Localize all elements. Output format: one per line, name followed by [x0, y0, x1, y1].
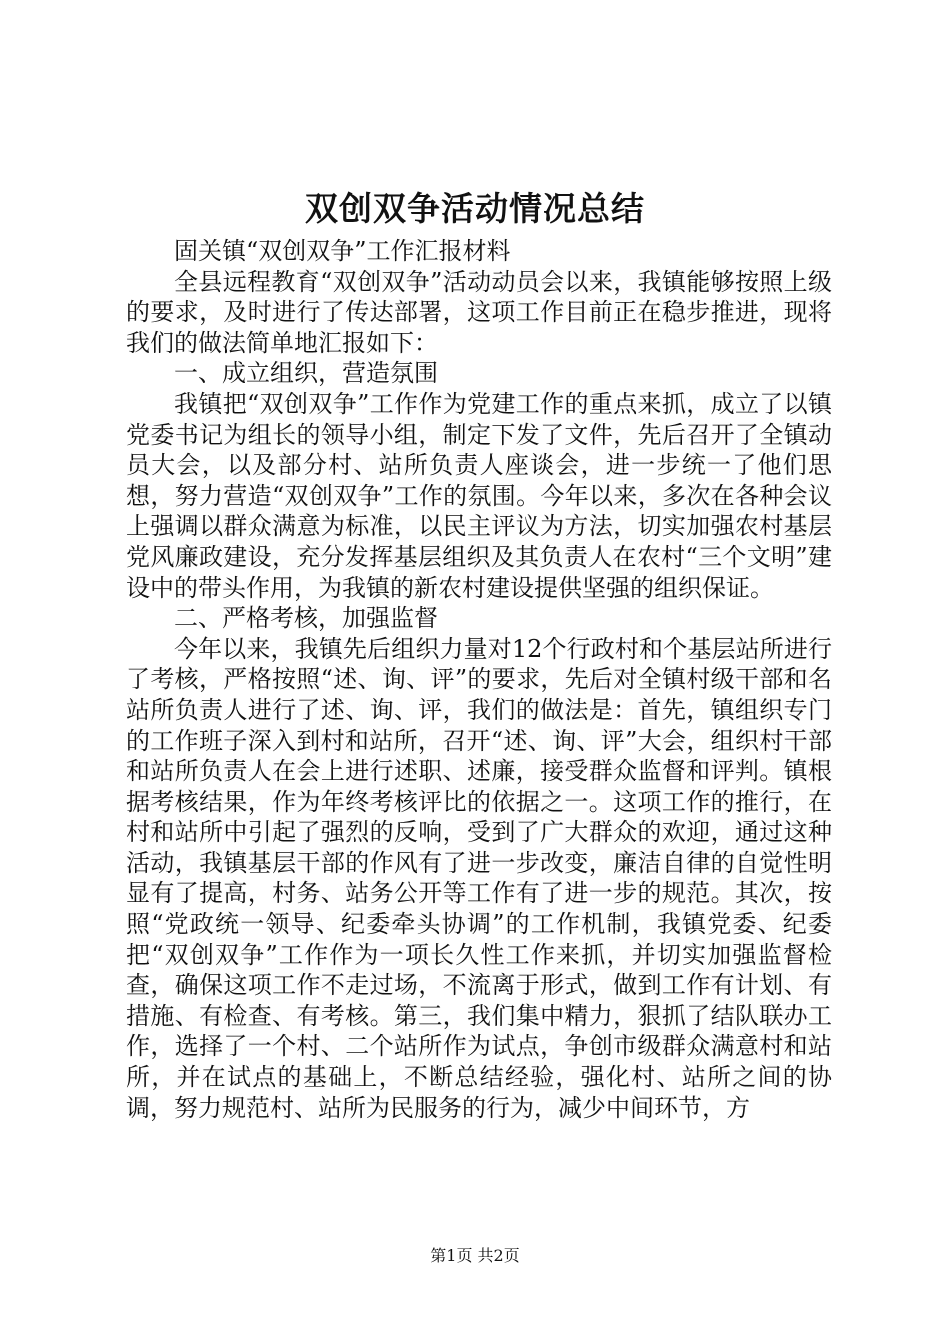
section-2-paragraph: 今年以来，我镇先后组织力量对12个行政村和个基层站所进行了考核，严格按照“述、询、评”的要求，先后对全镇村级干部和名站所负责人进行了述、询、评，我们的做法是：首先，镇组织专门的工作班子深入到村和站所，召开“述、询、评”大会，组织村干部和站所负责人在会上进行述职、述廉，接受群众监督和评判。镇根据考核结果，作为年终考核评比的依据之一。这项工作的推行，在村和站所中引起了强烈的反响，受到了广大群众的欢迎，通过这种活动，我镇基层干部的作风有了进一步改变，廉洁自律的自觉性明显有了提高，村务、站务公开等工作有了进一步的规范。其次，按照“党政统一领导、纪委牵头协调”的工作机制，我镇党委、纪委把“双创双争”工作作为一项长久性工作来抓，并切实加强监督检查，确保这项工作不走过场，不流离于形式，做到工作有计划、有措施、有检查、有考核。第三，我们集中精力，狠抓了结队联办工作，选择了一个村、二个站所作为试点，争创市级群众满意村和站所，并在试点的基础上，不断总结经验，强化村、站所之间的协调，努力规范村、站所为民服务的行为，减少中间环节，方	[126, 634, 832, 1122]
document-title: 双创双争活动情况总结	[305, 189, 645, 228]
page-number-footer: 第1页 共2页	[430, 1246, 520, 1265]
subtitle-paragraph: 固关镇“双创双争”工作汇报材料	[174, 237, 511, 265]
document-body	[126, 236, 832, 1123]
section-1-paragraph: 我镇把“双创双争”工作作为党建工作的重点来抓，成立了以镇党委书记为组长的领导小组，制定下发了文件，先后召开了全镇动员大会，以及部分村、站所负责人座谈会，进一步统一了他们思想，努力营造“双创双争”工作的氛围。今年以来，多次在各种会议上强调以群众满意为标准，以民主评议为方法，切实加强农村基层党风廉政建设，充分发挥基层组织及其负责人在农村“三个文明”建设中的带头作用，为我镇的新农村建设提供坚强的组织保证。	[126, 389, 832, 602]
intro-paragraph: 全县远程教育“双创双争”活动动员会以来，我镇能够按照上级的要求，及时进行了传达部署，这项工作目前正在稳步推进，现将我们的做法简单地汇报如下：	[126, 267, 832, 357]
section-heading-1: 一、成立组织，营造氛围	[174, 359, 438, 388]
section-heading-2: 二、严格考核，加强监督	[174, 604, 438, 633]
